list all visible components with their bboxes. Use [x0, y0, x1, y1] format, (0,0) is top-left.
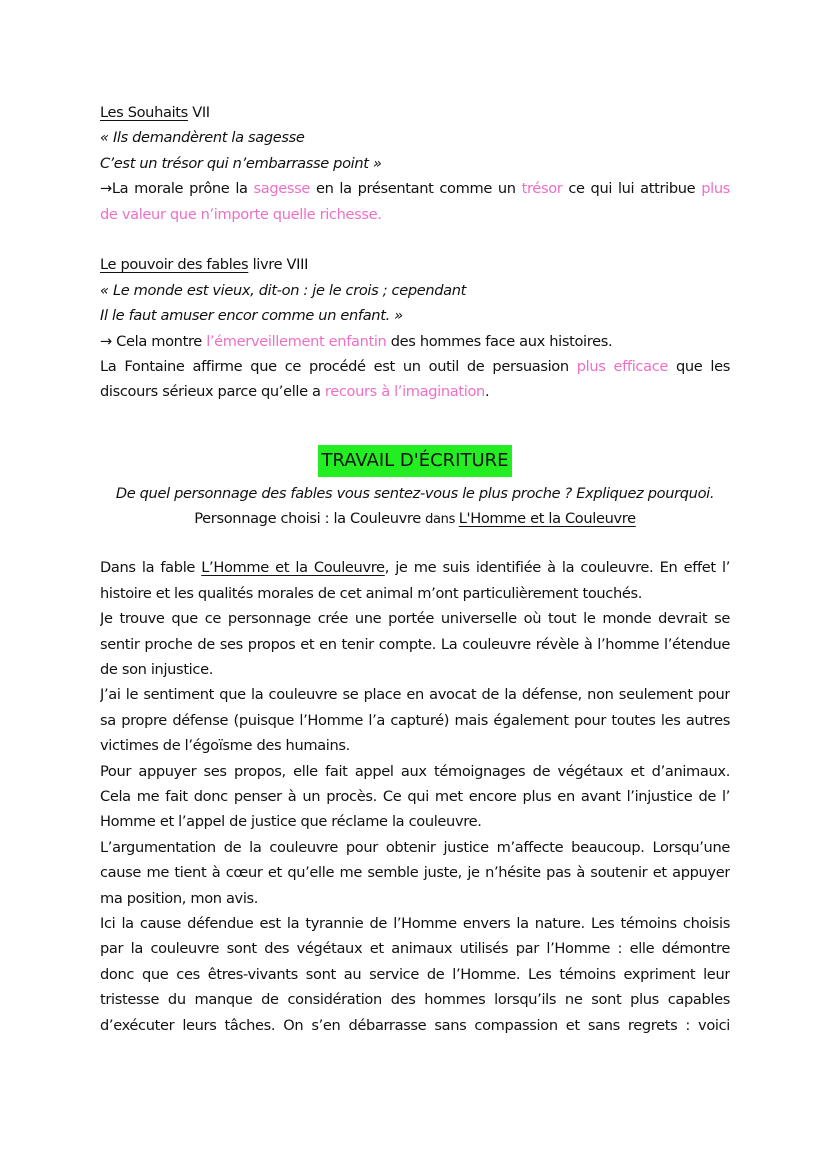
section-heading: TRAVAIL D'ÉCRITURE	[318, 445, 511, 477]
text-segment: sentir proche de ses propos et en tenir compte. La couleuvre révèle à l’homme l’étendue	[100, 635, 730, 653]
text-segment: en la présentant comme un	[310, 180, 522, 198]
underlined-title: L’Homme et la Couleuvre	[201, 559, 385, 577]
text-line	[100, 329, 730, 354]
text-line	[100, 202, 730, 227]
text-line	[100, 555, 730, 580]
text-segment: VII	[187, 104, 210, 121]
text-segment: →La morale prône la	[100, 180, 254, 198]
chosen-character	[100, 506, 730, 531]
text-line	[100, 759, 730, 784]
text-line	[100, 581, 730, 606]
text-segment: des hommes face aux histoires.	[386, 332, 613, 350]
text-line	[100, 911, 730, 936]
text-segment: .	[484, 383, 490, 401]
text-segment: de son injustice.	[100, 661, 213, 679]
underlined-title: Le pouvoir des fables	[100, 256, 249, 274]
text-line	[100, 733, 730, 758]
text-line	[100, 809, 730, 834]
highlighted-text: plus efficace	[576, 357, 668, 375]
text-segment: « Le monde est vieux, dit-on : je le crois ; cependant	[100, 281, 467, 299]
text-line	[100, 606, 730, 631]
text-line	[100, 303, 730, 328]
text-line	[100, 125, 730, 150]
text-line	[100, 708, 730, 733]
text-line	[100, 252, 730, 277]
highlighted-text: sagesse	[253, 180, 311, 198]
text-segment: cause me tient à cœur et qu’elle me semble juste, je n’hésite pas à soutenir et appuyer	[100, 864, 730, 882]
fable-title: L'Homme et la Couleuvre	[458, 510, 636, 528]
text-segment: → Cela montre	[100, 332, 207, 350]
text-line	[100, 151, 730, 176]
text-segment: livre VIII	[248, 256, 309, 274]
chosen-dans: dans	[425, 512, 459, 528]
question: De quel personnage des fables vous sentez-vous le plus proche ? Expliquez pourquoi.	[115, 484, 715, 502]
text-segment: victimes de l’égoïsme des humains.	[100, 737, 350, 755]
text-segment: par la couleuvre sont des végétaux et animaux utilisés par l’Homme : elle démontre	[100, 940, 730, 958]
text-segment: d’exécuter leurs tâches. On s’en débarrasse sans compassion et sans regrets : voici	[100, 1016, 730, 1034]
highlighted-text: de valeur que n’importe quelle richesse.	[100, 205, 382, 223]
text-segment: Pour appuyer ses propos, elle fait appel aux témoignages de végétaux et d’animaux.	[100, 762, 730, 780]
text-segment: , je me suis identifiée à la couleuvre. En effet l’	[384, 559, 730, 577]
highlighted-text: plus	[701, 180, 730, 198]
text-segment: Ici la cause défendue est la tyrannie de l’Homme envers la nature. Les témoins choisis	[100, 914, 730, 932]
text-segment: C’est un trésor qui n’embarrasse point »	[100, 154, 382, 172]
text-line	[100, 962, 730, 987]
text-segment: sa propre défense (puisque l’Homme l’a capturé) mais également pour toutes les autres	[100, 711, 730, 729]
text-segment: que les	[668, 357, 730, 375]
text-segment: ma position, mon avis.	[100, 889, 259, 907]
text-segment: Homme et l’appel de justice que réclame la couleuvre.	[100, 813, 482, 831]
highlighted-text: l’émerveillement enfantin	[206, 332, 387, 350]
document-page	[100, 100, 730, 1038]
text-line	[100, 1013, 730, 1038]
text-line	[100, 354, 730, 379]
highlighted-text: recours à l’imagination	[324, 383, 485, 401]
text-segment: Je trouve que ce personnage crée une portée universelle où tout le monde devrait se	[100, 610, 730, 628]
text-line	[100, 784, 730, 809]
section-pouvoir-des-fables	[100, 252, 730, 404]
text-segment: histoire et les qualités morales de cet animal m’ont particulièrement touchés.	[100, 584, 643, 602]
text-line	[100, 835, 730, 860]
highlighted-text: trésor	[521, 180, 563, 198]
text-line	[100, 860, 730, 885]
text-segment: Il le faut amuser encor comme un enfant. »	[100, 307, 403, 325]
text-segment: discours sérieux parce qu’elle a	[100, 383, 325, 401]
text-line	[100, 682, 730, 707]
text-line	[100, 987, 730, 1012]
text-segment: « Ils demandèrent la sagesse	[100, 129, 305, 147]
text-segment: Dans la fable	[100, 559, 202, 577]
underlined-title: Les Souhaits	[100, 104, 188, 121]
text-segment: J’ai le sentiment que la couleuvre se place en avocat de la défense, non seulement pour	[100, 686, 730, 704]
text-segment: Cela me fait donc penser à un procès. Ce qui met encore plus en avant l’injustice de l’	[100, 787, 730, 805]
text-line	[100, 100, 730, 125]
text-line	[100, 176, 730, 201]
essay-body	[100, 555, 730, 1037]
text-segment: L’argumentation de la couleuvre pour obtenir justice m’affecte beaucoup. Lorsqu’une	[100, 838, 730, 856]
section-les-souhaits	[100, 100, 730, 227]
text-segment: ce qui lui attribue	[562, 180, 702, 198]
text-line	[100, 886, 730, 911]
text-line	[100, 657, 730, 682]
text-line	[100, 936, 730, 961]
chosen-prefix: Personnage choisi : la Couleuvre	[194, 510, 426, 528]
text-line	[100, 278, 730, 303]
text-line	[100, 379, 730, 404]
text-segment: La Fontaine affirme que ce procédé est un outil de persuasion	[100, 357, 577, 375]
text-segment: donc que ces êtres-vivants sont au service de l’Homme. Les témoins expriment leur	[100, 965, 730, 983]
text-segment: tristesse du manque de considération des hommes lorsqu’ils ne sont plus capables	[100, 991, 730, 1009]
text-line	[100, 632, 730, 657]
